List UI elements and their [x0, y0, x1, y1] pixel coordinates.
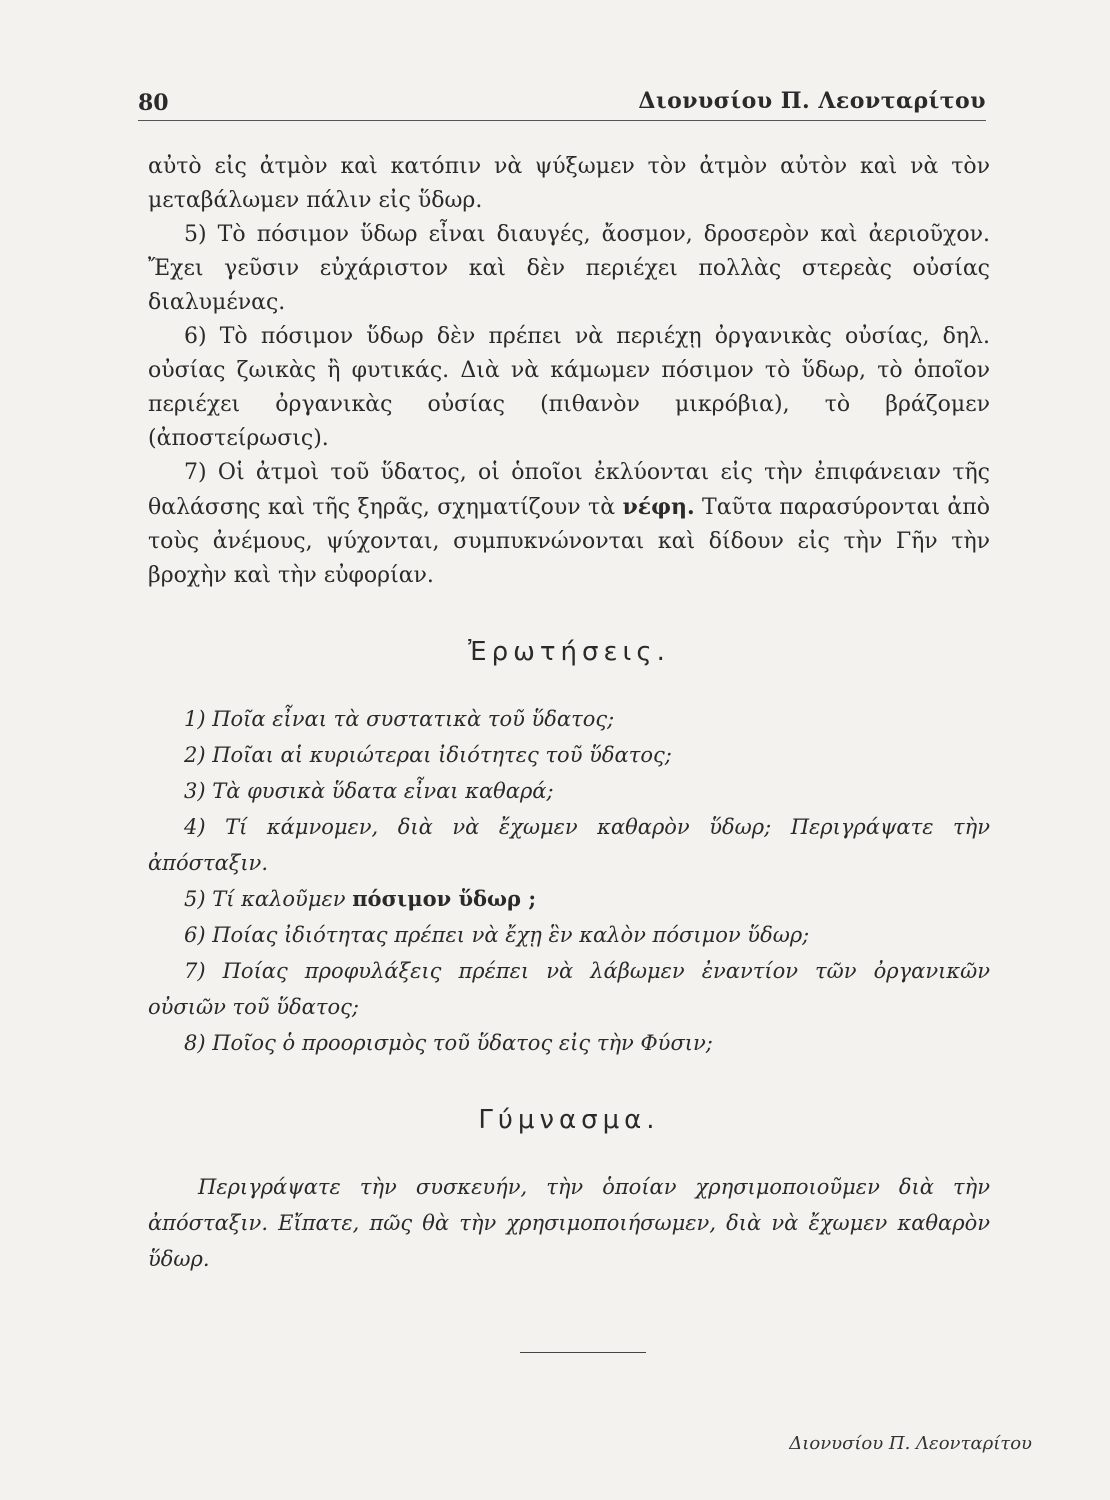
- question-5: [148, 881, 990, 917]
- question-2: 2) Ποῖαι αἱ κυριώτεραι ἰδιότητες τοῦ ὕδατος;: [184, 743, 672, 767]
- page-header: [138, 80, 986, 124]
- paragraph-7: [148, 456, 990, 593]
- footer-author: Διονυσίου Π. Λεονταρίτου: [789, 1433, 1032, 1454]
- question-3: 3) Τὰ φυσικὰ ὕδατα εἶναι καθαρά;: [184, 779, 554, 803]
- exercise-heading: Γύμνασμα.: [478, 1105, 660, 1135]
- paragraph-5: 5) Τὸ πόσιμον ὕδωρ εἶναι διαυγές, ἄοσμον, δροσερὸν καὶ ἀεριοῦχον. Ἔχει γεῦσιν εὐχάριστον καὶ δὲν περιέχει πολλὰς στερεὰς οὐσίας διαλυμένας.: [148, 222, 990, 315]
- exercise-text: Περιγράψατε τὴν συσκευήν, τὴν ὁποίαν χρησιμοποιοῦμεν διὰ τὴν ἀπόσταξιν. Εἴπατε, πῶς θὰ τὴν χρησιμοποιήσωμεν, διὰ νὰ ἔχωμεν καθαρὸν ὕδωρ.: [148, 1175, 990, 1271]
- question-8: 8) Ποῖος ὁ προορισμὸς τοῦ ὕδατος εἰς τὴν Φύσιν;: [184, 1031, 713, 1055]
- question-4: 4) Τί κάμνομεν, διὰ νὰ ἔχωμεν καθαρὸν ὕδωρ; Περιγράψατε τὴν ἀπόσταξιν.: [148, 815, 990, 875]
- paragraph-7-text-end: Ταῦτα παρασύρονται ἀπὸ τοὺς ἀνέμους, ψύχονται, συμπυκνώνονται καὶ δίδουν εἰς τὴν Γῆν τὴν βροχὴν καὶ τὴν εὐφορίαν.: [148, 495, 990, 588]
- question-1: 1) Ποῖα εἶναι τὰ συστατικὰ τοῦ ὕδατος;: [184, 707, 615, 731]
- paragraph-7-keyword: νέφη.: [622, 494, 695, 520]
- page-number: 80: [138, 90, 169, 116]
- question-7: 7) Ποίας προφυλάξεις πρέπει νὰ λάβωμεν ἐναντίον τῶν ὀργανικῶν οὐσιῶν τοῦ ὕδατος;: [148, 959, 990, 1019]
- paragraph-6: 6) Τὸ πόσιμον ὕδωρ δὲν πρέπει νὰ περιέχῃ ὀργανικὰς οὐσίας, δηλ. οὐσίας ζωικὰς ἢ φυτικάς. Διὰ νὰ κάμωμεν πόσιμον τὸ ὕδωρ, τὸ ὁποῖον περιέχει ὀργανικὰς οὐσίας (πιθανὸν μικρόβια), τὸ βράζομεν (ἀποστείρωσις).: [148, 324, 990, 451]
- questions-heading: Ἐρωτήσεις.: [468, 637, 670, 667]
- paragraph-continuation: αὐτὸ εἰς ἀτμὸν καὶ κατόπιν νὰ ψύξωμεν τὸν ἀτμὸν αὐτὸν καὶ νὰ τὸν μεταβάλωμεν πάλιν εἰς ὕδωρ.: [148, 154, 990, 213]
- question-5-keyword: πόσιμον ὕδωρ ;: [352, 886, 537, 911]
- running-head: Διονυσίου Π. Λεονταρίτου: [638, 88, 986, 114]
- questions-list: [148, 701, 990, 1061]
- paragraph-7-text: 7) Οἱ ἀτμοὶ τοῦ ὕδατος, οἱ ὁποῖοι ἐκλύονται εἰς τὴν ἐπιφάνειαν τῆς θαλάσσης καὶ τῆς ξηρᾶς, σχηματίζουν τὰ: [148, 460, 990, 520]
- page-body: [148, 150, 990, 1277]
- question-6: 6) Ποίας ἰδιότητας πρέπει νὰ ἔχῃ ἓν καλὸν πόσιμον ὕδωρ;: [184, 923, 810, 947]
- question-5-text: 5) Τί καλοῦμεν: [184, 887, 353, 911]
- end-rule: [520, 1352, 646, 1353]
- header-rule: [138, 120, 986, 121]
